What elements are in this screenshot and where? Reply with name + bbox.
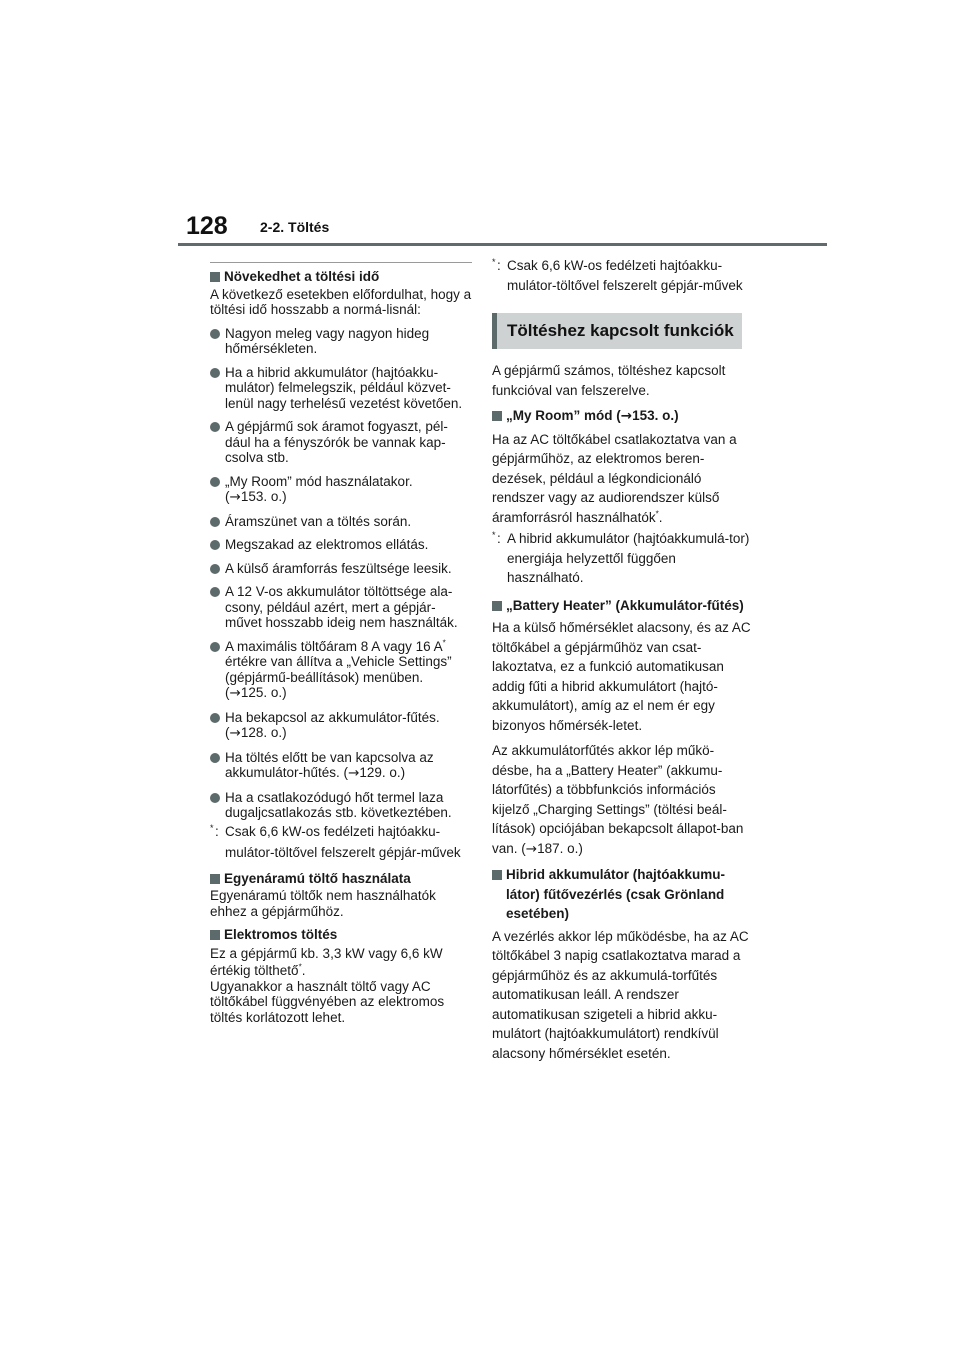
paragraph: A gépjármű számos, töltéshez kapcsolt funkcióval van felszerelve.: [492, 363, 726, 398]
list-item: Nagyon meleg vagy nagyon hideg hőmérsékleten.: [210, 326, 472, 357]
footnote-marker: *: [298, 962, 302, 971]
list-item: A 12 V-os akkumulátor töltöttsége ala-csony, például azért, mert a gépjár-művet hosszabb ideig nem használták.: [210, 584, 472, 631]
square-bullet-icon: [210, 272, 220, 282]
arrow-right-icon: →: [348, 765, 360, 781]
square-bullet-icon: [492, 411, 502, 421]
bullet-dot-icon: [210, 329, 220, 339]
footnote: * : Csak 6,6 kW-os fedélzeti hajtóakku-mulátor-töltővel felszerelt gépjár-művek: [492, 256, 754, 295]
square-bullet-icon: [210, 930, 220, 940]
footnote: * : A hibrid akkumulátor (hajtóakkumulá-tor) energiája helyzettől függően használható.: [492, 529, 754, 588]
paragraph: Az akkumulátorfűtés akkor lép műkö-désbe, ha a „Battery Heater” (akkumu-látorfűtés) a többfunkciós információs kijelző „Charging Settings” (töltési beál-lítások) opciójában bekapcsolt állapot-ban van. (→187. o.): [492, 743, 744, 857]
bullet-dot-icon: [210, 368, 220, 378]
bullet-list: [210, 326, 472, 821]
section-heading: Hibrid akkumulátor (hajtóakkumu-látor) fűtővezérlés (csak Grönland esetében): [492, 865, 754, 924]
list-item: Megszakad az elektromos ellátás.: [210, 537, 472, 553]
page-reference[interactable]: 153. o.): [632, 408, 679, 423]
column-divider: [210, 262, 472, 263]
page-reference[interactable]: 153. o.): [240, 489, 287, 504]
page-reference[interactable]: 187. o.): [537, 840, 583, 856]
arrow-right-icon: →: [525, 840, 538, 857]
page-number: 128: [186, 212, 228, 240]
paragraph: Ha a külső hőmérséklet alacsony, és az AC töltőkábel a gépjárműhöz van csat-lakoztatva, ez a funkció automatikusan addig fűti a hibrid akkumulátort (hajtó-akkumulátort), amíg az el nem ér egy bizonyos hőmérsék-letet.: [492, 620, 751, 733]
paragraph: A vezérlés akkor lép működésbe, ha az AC töltőkábel 3 napig csatlakoztatva marad a gépjárműhöz és az akkumulá-torfűtés automatikusan leáll. A rendszer automatikusan szigeteli a hibrid akku-mulátort (hajtóakkumulátort) rendkívül alacsony hőmérséklet esetén.: [492, 928, 749, 1061]
list-item: Ha a csatlakozódugó hőt termel laza dugaljcsatlakozás stb. következtében.: [210, 790, 472, 821]
arrow-right-icon: →: [229, 489, 241, 505]
bullet-dot-icon: [210, 642, 220, 652]
section-heading: Növekedhet a töltési idő: [210, 269, 472, 285]
list-item: Ha a hibrid akkumulátor (hajtóakku-mulátor) felmelegszik, például közvet-lenül nagy terhelésű vezetést követően.: [210, 365, 472, 412]
list-item: A külső áramforrás feszültsége leesik.: [210, 561, 472, 577]
page-header: [0, 0, 960, 250]
section-title: 2-2. Töltés: [260, 219, 330, 235]
list-item: A gépjármű sok áramot fogyaszt, pél-dául ha a fényszórók be vannak kap-csolva stb.: [210, 419, 472, 466]
section-heading: „My Room” mód (→153. o.): [492, 406, 754, 427]
bullet-dot-icon: [210, 753, 220, 763]
footnote-marker: *: [442, 638, 446, 647]
right-column: [492, 256, 754, 1069]
square-bullet-icon: [492, 870, 502, 880]
section-heading: Egyenáramú töltő használata: [210, 871, 472, 887]
bullet-dot-icon: [210, 793, 220, 803]
bullet-dot-icon: [210, 564, 220, 574]
bullet-dot-icon: [210, 517, 220, 527]
list-item: A maximális töltőáram 8 A vagy 16 A* értékre van állítva a „Vehicle Settings” (gépjármű-beállítások) menüben. (→125. o.): [210, 639, 472, 702]
list-item: „My Room” mód használatakor. (→153. o.): [210, 474, 472, 506]
paragraph: Egyenáramú töltők nem használhatók ehhez a gépjárműhöz.: [210, 888, 436, 919]
page-reference[interactable]: 125. o.): [240, 685, 287, 700]
footnote-marker: *: [210, 822, 214, 833]
square-bullet-icon: [210, 874, 220, 884]
list-item: Ha töltés előtt be van kapcsolva az akkumulátor-hűtés. (→129. o.): [210, 750, 472, 782]
header-rule: [178, 243, 827, 246]
list-item: Áramszünet van a töltés során.: [210, 514, 472, 530]
section-banner: Töltéshez kapcsolt funkciók: [492, 313, 742, 349]
arrow-right-icon: →: [620, 408, 633, 424]
square-bullet-icon: [492, 601, 502, 611]
left-column: [210, 262, 472, 1033]
bullet-dot-icon: [210, 540, 220, 550]
section-heading: „Battery Heater” (Akkumulátor-fűtés): [492, 596, 754, 616]
paragraph: A következő esetekben előfordulhat, hogy a töltési idő hosszabb a normá-lisnál:: [210, 286, 472, 317]
paragraph: Ugyanakkor a használt töltő vagy AC töltőkábel függvényében az elektromos töltés korlátozott lehet.: [210, 978, 445, 1025]
arrow-right-icon: →: [229, 685, 241, 701]
footnote: * : Csak 6,6 kW-os fedélzeti hajtóakku-mulátor-töltővel felszerelt gépjár-művek: [210, 821, 472, 863]
paragraph: Ez a gépjármű kb. 3,3 kW vagy 6,6 kW értékig tölthető*.: [210, 945, 443, 978]
bullet-dot-icon: [210, 713, 220, 723]
section-heading: Elektromos töltés: [210, 927, 472, 943]
paragraph: Ha az AC töltőkábel csatlakoztatva van a gépjárműhöz, az elektromos beren-dezések, például a légkondicionáló rendszer vagy az audiorendszer külső áramforrásról használhatók*.: [492, 431, 737, 525]
bullet-dot-icon: [210, 477, 220, 487]
footnote-marker: *: [492, 530, 496, 540]
footnote-marker: *: [655, 509, 659, 518]
page-reference[interactable]: 129. o.): [359, 765, 406, 780]
bullet-dot-icon: [210, 587, 220, 597]
footnote-marker: *: [492, 257, 496, 267]
bullet-dot-icon: [210, 422, 220, 432]
page-reference[interactable]: 128. o.): [240, 725, 287, 740]
arrow-right-icon: →: [229, 725, 241, 741]
list-item: Ha bekapcsol az akkumulátor-fűtés. (→128. o.): [210, 710, 472, 742]
